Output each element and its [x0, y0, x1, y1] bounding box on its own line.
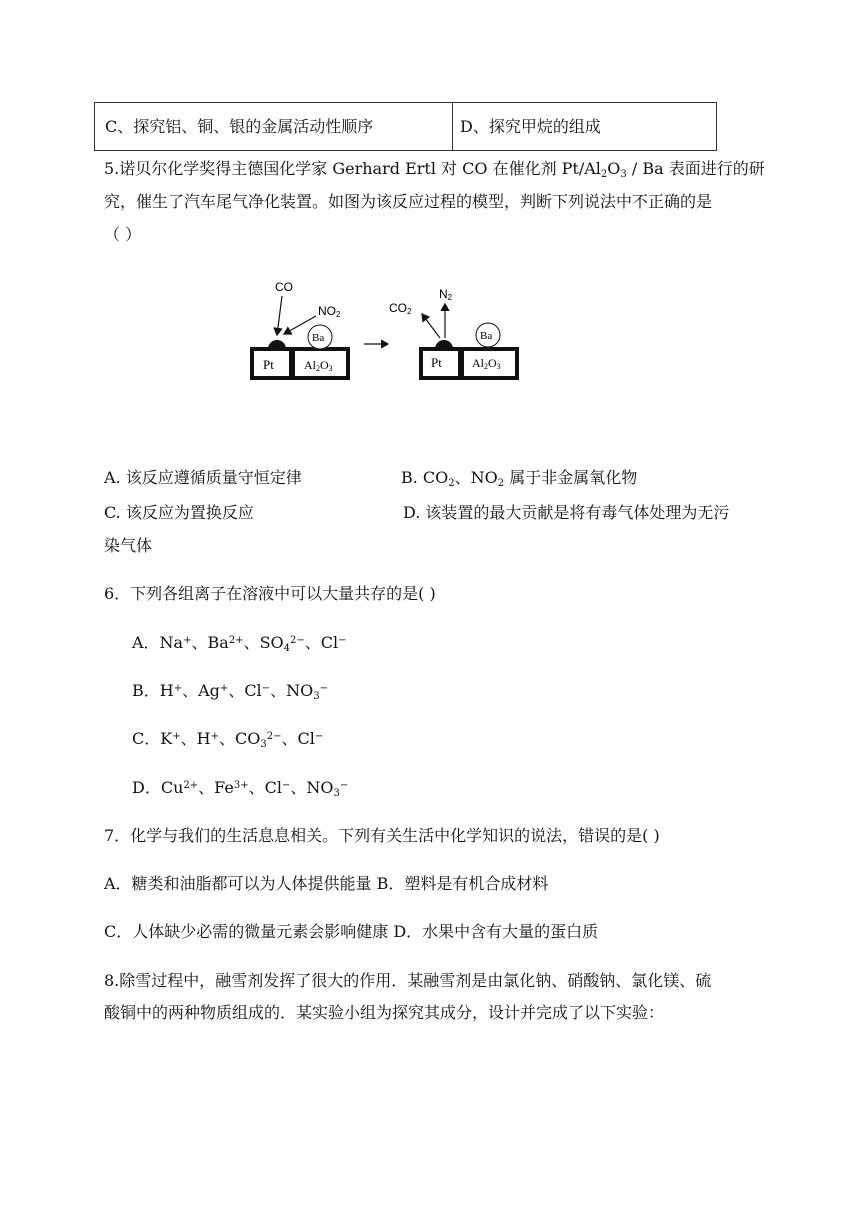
- right-pt-label: Pt: [431, 355, 442, 370]
- q5-stem-line3: （ ）: [104, 225, 142, 244]
- left-no2-label: NO2: [318, 304, 341, 319]
- q5-option-d: D. 该装置的最大贡献是将有毒气体处理为无污: [403, 503, 730, 522]
- co-arrow: [277, 296, 282, 335]
- q5-stem-line2: 究，催生了汽车尾气净化装置。如图为该反应过程的模型，判断下列说法中不正确的是: [104, 192, 713, 211]
- left-base-divider: [289, 351, 295, 376]
- q5-option-a: A. 该反应遵循质量守恒定律: [104, 468, 302, 487]
- q6-option-b: B．H+、Ag+、Cl−、$NO_3^-$: [132, 681, 328, 702]
- q5-option-b: B. $CO_2$、$NO_2$ 属于非金属氧化物: [401, 468, 638, 489]
- q7-options-ab: A．糖类和油脂都可以为人体提供能量 B．塑料是有机合成材料: [104, 874, 549, 893]
- left-pt-atom: [268, 340, 286, 349]
- table-divider: [452, 103, 453, 150]
- left-catalyst-model: [252, 280, 348, 378]
- co2-arrow: [422, 314, 440, 338]
- options-table-row: [94, 102, 717, 151]
- right-catalyst-model: [389, 287, 517, 378]
- right-n2-label: N2: [439, 287, 453, 302]
- right-base-divider: [458, 351, 464, 376]
- left-ba-label: Ba: [312, 332, 325, 344]
- right-al2o3-label: Al2O3: [472, 356, 501, 371]
- q7-stem: 7．化学与我们的生活息息相关。下列有关生活中化学知识的说法，错误的是( ): [104, 826, 660, 845]
- q6-option-d: D．$Cu^{2+}$、$Fe^{3+}$、Cl−、$NO_3^-$: [132, 778, 349, 799]
- q8-stem-line2: 酸铜中的两种物质组成的．某实验小组为探究其成分，设计并完成了以下实验：: [104, 1003, 665, 1022]
- left-al2o3-label: Al2O3: [304, 358, 333, 373]
- right-co2-label: CO2: [389, 301, 412, 316]
- table-cell-c: C、探究铝、铜、银的金属活动性顺序: [105, 117, 374, 136]
- left-co-label: CO: [275, 280, 293, 294]
- right-pt-atom: [435, 340, 453, 349]
- q6-option-a: A．Na+、$Ba^{2+}$、$SO_4^{2-}$、Cl−: [132, 633, 347, 654]
- q8-stem-line1: 8.除雪过程中，融雪剂发挥了很大的作用．某融雪剂是由氯化钠、硝酸钠、氯化镁、硫: [104, 971, 712, 990]
- left-pt-label: Pt: [263, 357, 274, 372]
- reaction-model-diagram: [240, 272, 530, 384]
- q5-stem-line1: 5.诺贝尔化学奖得主德国化学家 Gerhard Ertl 对 CO 在催化剂 $Pt/Al_2O_3$ / Ba 表面进行的研: [104, 159, 765, 180]
- q7-options-cd: C．人体缺少必需的微量元素会影响健康 D．水果中含有大量的蛋白质: [104, 922, 599, 941]
- table-cell-d: D、探究甲烷的组成: [460, 117, 601, 136]
- q5-option-d-continued: 染气体: [104, 536, 153, 555]
- q5-option-c: C. 该反应为置换反应: [104, 503, 254, 522]
- q6-option-c: C．K+、H+、$CO_3^{2-}$、Cl−: [132, 729, 324, 750]
- right-ba-label: Ba: [480, 330, 493, 342]
- q6-stem: 6．下列各组离子在溶液中可以大量共存的是( ): [104, 584, 436, 603]
